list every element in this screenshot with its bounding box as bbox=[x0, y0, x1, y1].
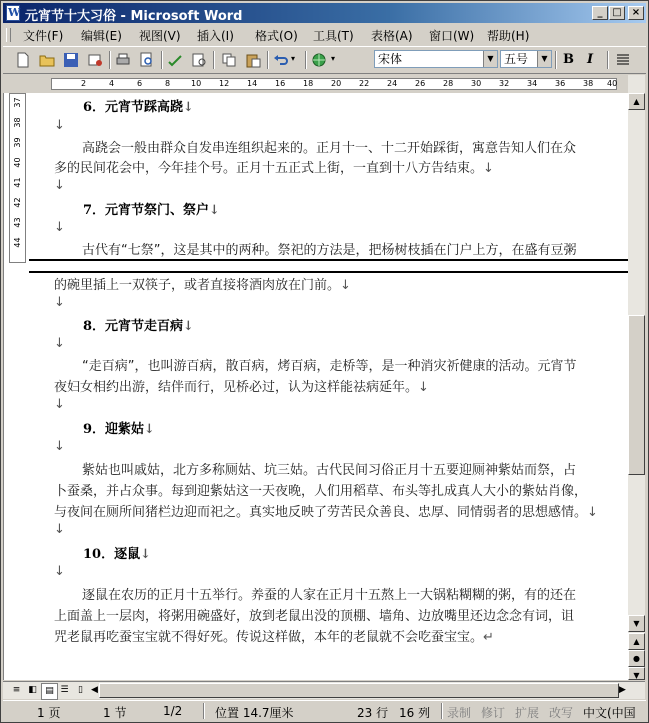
permission-icon[interactable] bbox=[87, 52, 103, 68]
ruler-tick: 18 bbox=[303, 79, 314, 88]
bold-button[interactable]: B bbox=[563, 52, 574, 67]
status-trk[interactable]: 修订 bbox=[481, 706, 506, 720]
undo-icon[interactable] bbox=[273, 52, 289, 68]
menu-edit[interactable]: 编辑(E) bbox=[81, 29, 122, 43]
ruler-tick: 22 bbox=[359, 79, 370, 88]
ruler-tick: 40 bbox=[607, 79, 618, 88]
toolbar-separator bbox=[109, 51, 111, 69]
body-line: 上面盖上一层肉，将粥用碗盛好，放到老鼠出没的顶棚、墙角、边放嘴里还边念念有词，诅 bbox=[54, 609, 575, 624]
blank-line: ↓ bbox=[54, 439, 65, 454]
font-size-value: 五号 bbox=[504, 52, 529, 66]
chevron-down-icon[interactable]: ▼ bbox=[537, 51, 551, 67]
title-bar[interactable] bbox=[3, 3, 646, 23]
body-line: 卜蚕桑，并占众事。每到迎紫姑这一天夜晚，人们用稻草、布头等扎成真人大小的紫姑肖像， bbox=[54, 484, 588, 499]
body-line: 高跷会一般由群众自发串连组织起来的。正月十一、十二开始踩街，寓意告知人们在众 bbox=[82, 141, 577, 156]
vruler-tick: 37 bbox=[13, 97, 22, 108]
heading-7: 7．元宵节祭门、祭户↓ bbox=[83, 203, 220, 218]
vruler-tick: 42 bbox=[13, 197, 22, 208]
toolbar-separator bbox=[161, 51, 163, 69]
font-name-combo[interactable] bbox=[374, 50, 498, 68]
vruler-tick: 43 bbox=[13, 217, 22, 228]
horizontal-scrollbar[interactable] bbox=[3, 681, 645, 699]
research-icon[interactable] bbox=[191, 52, 207, 68]
ruler-tick: 28 bbox=[443, 79, 454, 88]
minimize-button[interactable]: _ bbox=[592, 6, 608, 20]
status-ext[interactable]: 扩展 bbox=[515, 706, 540, 720]
status-section[interactable]: 1 节 bbox=[103, 706, 127, 720]
copy-icon[interactable] bbox=[221, 52, 237, 68]
horizontal-ruler[interactable] bbox=[29, 75, 629, 93]
vertical-scroll-thumb[interactable] bbox=[628, 315, 645, 475]
status-column[interactable]: 16 列 bbox=[399, 706, 431, 720]
print-icon[interactable] bbox=[115, 52, 131, 68]
menubar-grip[interactable] bbox=[6, 28, 11, 42]
ruler-tick: 4 bbox=[109, 79, 115, 88]
heading-6: 6．元宵节踩高跷↓ bbox=[83, 100, 194, 115]
body-line: 多的民间花会中，今年挂个号。正月十五正式上街，一直到十八方告结束。↓ bbox=[54, 161, 494, 176]
scroll-right-button[interactable]: ▶ bbox=[619, 685, 626, 695]
browse-object-button[interactable]: ● bbox=[628, 650, 645, 667]
vruler-tick: 38 bbox=[13, 117, 22, 128]
open-folder-icon[interactable] bbox=[39, 52, 55, 68]
toolbar-separator bbox=[555, 51, 557, 69]
close-button[interactable]: × bbox=[628, 6, 644, 20]
font-name-value: 宋体 bbox=[378, 52, 403, 66]
maximize-button[interactable]: □ bbox=[609, 6, 625, 20]
ruler-tick: 26 bbox=[415, 79, 426, 88]
menu-file[interactable]: 文件(F) bbox=[23, 29, 64, 43]
body-line: 咒老鼠再吃蚕宝宝就不得好死。传说这样做，本年的老鼠就不会吃蚕宝宝。↵ bbox=[54, 630, 494, 645]
scroll-down-button[interactable]: ▼ bbox=[628, 615, 645, 632]
status-position[interactable]: 位置 14.7厘米 bbox=[215, 706, 294, 720]
heading-9: 9．迎紫姑↓ bbox=[83, 422, 155, 437]
body-line: 与夜间在厕所间猪栏边迎而祀之。真实地反映了劳苦民众善良、忠厚、同情弱者的思想感情。↓ bbox=[54, 505, 598, 520]
ruler-tick: 16 bbox=[275, 79, 286, 88]
normal-view-icon[interactable]: ≡ bbox=[12, 685, 21, 695]
vruler-tick: 40 bbox=[13, 157, 22, 168]
vruler-tick: 44 bbox=[13, 237, 22, 248]
ruler-tick: 20 bbox=[331, 79, 342, 88]
body-line: “走百病”，也叫游百病，散百病，烤百病，走桥等，是一种消灾祈健康的活动。元宵节 bbox=[82, 359, 577, 374]
font-size-combo[interactable] bbox=[500, 50, 552, 68]
vruler-tick: 39 bbox=[13, 137, 22, 148]
toolbar-separator bbox=[305, 51, 307, 69]
ruler-tick: 2 bbox=[81, 79, 87, 88]
window-title: 元宵节十大习俗 - Microsoft Word bbox=[25, 9, 243, 24]
blank-line: ↓ bbox=[54, 522, 65, 537]
menu-bar bbox=[3, 25, 646, 45]
ruler-tick: 34 bbox=[527, 79, 538, 88]
status-divider bbox=[441, 703, 443, 719]
menu-help[interactable]: 帮助(H) bbox=[487, 29, 530, 43]
chevron-down-icon[interactable]: ▼ bbox=[483, 51, 497, 67]
blank-line: ↓ bbox=[54, 220, 65, 235]
menu-view[interactable]: 视图(V) bbox=[139, 29, 181, 43]
blank-line: ↓ bbox=[54, 564, 65, 579]
toolbar-options-icon[interactable]: ▾ bbox=[331, 54, 336, 63]
heading-10: 10．逐鼠↓ bbox=[83, 547, 151, 562]
body-line: 夜妇女相约出游，结伴而行，见桥必过，认为这样能祛病延年。↓ bbox=[54, 380, 429, 395]
globe-icon[interactable] bbox=[311, 52, 327, 68]
paste-icon[interactable] bbox=[245, 52, 261, 68]
window-split-bar[interactable] bbox=[29, 259, 628, 273]
blank-line: ↓ bbox=[54, 295, 65, 310]
menu-tools[interactable]: 工具(T) bbox=[313, 29, 354, 43]
status-page-of[interactable]: 1/2 bbox=[163, 704, 183, 718]
italic-button[interactable]: I bbox=[587, 52, 594, 67]
menu-format[interactable]: 格式(O) bbox=[255, 29, 298, 43]
status-line[interactable]: 23 行 bbox=[357, 706, 389, 720]
status-language[interactable]: 中文(中国 bbox=[583, 706, 636, 720]
outline-view-icon[interactable]: ☰ bbox=[60, 685, 69, 695]
justify-icon[interactable] bbox=[615, 52, 631, 68]
reading-layout-icon[interactable]: ▯ bbox=[78, 685, 83, 695]
status-divider bbox=[203, 703, 205, 719]
scroll-left-button[interactable]: ◀ bbox=[91, 685, 98, 695]
menu-window[interactable]: 窗口(W) bbox=[429, 29, 475, 43]
body-line: 的碗里插上一双筷子，或者直接将酒肉放在门前。↓ bbox=[54, 278, 351, 293]
word-doc-icon[interactable] bbox=[6, 5, 20, 21]
blank-line: ↓ bbox=[54, 178, 65, 193]
ruler-tick: 6 bbox=[137, 79, 143, 88]
vruler-tick: 41 bbox=[13, 177, 22, 188]
scroll-up-button[interactable]: ▲ bbox=[628, 93, 645, 110]
save-icon[interactable] bbox=[63, 52, 79, 68]
ruler-tick: 32 bbox=[499, 79, 510, 88]
ruler-tick: 24 bbox=[387, 79, 398, 88]
vertical-scrollbar[interactable] bbox=[628, 75, 645, 680]
ruler-tick: 38 bbox=[583, 79, 594, 88]
status-bar bbox=[3, 700, 646, 721]
toolbar-separator bbox=[213, 51, 215, 69]
print-preview-icon[interactable] bbox=[139, 52, 155, 68]
body-line: 古代有“七祭”，这是其中的两种。祭祀的方法是，把杨树枝插在门户上方，在盛有豆粥 bbox=[82, 243, 577, 258]
vertical-ruler[interactable] bbox=[9, 93, 26, 263]
body-line: 紫姑也叫戚姑，北方多称厕姑、坑三姑。古代民间习俗正月十五要迎厕神紫姑而祭，占 bbox=[82, 463, 577, 478]
body-line: 逐鼠在农历的正月十五举行。养蚕的人家在正月十五熬上一大锅粘糊糊的粥，有的还在 bbox=[82, 588, 577, 603]
next-page-button[interactable]: ▼ bbox=[628, 667, 645, 680]
ruler-tick: 10 bbox=[191, 79, 202, 88]
heading-8: 8．元宵节走百病↓ bbox=[83, 319, 194, 334]
status-page[interactable]: 1 页 bbox=[37, 706, 61, 720]
previous-page-button[interactable]: ▲ bbox=[628, 633, 645, 650]
spelling-icon[interactable] bbox=[167, 52, 183, 68]
blank-line: ↓ bbox=[54, 397, 65, 412]
undo-dropdown-icon[interactable]: ▾ bbox=[291, 54, 296, 63]
blank-line: ↓ bbox=[54, 336, 65, 351]
horizontal-scroll-thumb[interactable] bbox=[99, 683, 619, 698]
ruler-tick: 36 bbox=[555, 79, 566, 88]
menu-table[interactable]: 表格(A) bbox=[371, 29, 413, 43]
ruler-tick: 12 bbox=[219, 79, 230, 88]
ruler-tick: 8 bbox=[165, 79, 171, 88]
new-document-icon[interactable] bbox=[15, 52, 31, 68]
toolbar-separator bbox=[267, 51, 269, 69]
ruler-tick: 30 bbox=[471, 79, 482, 88]
status-rec[interactable]: 录制 bbox=[447, 706, 472, 720]
standard-toolbar bbox=[3, 46, 646, 74]
print-layout-icon[interactable]: ▤ bbox=[41, 683, 58, 700]
status-ovr[interactable]: 改写 bbox=[549, 706, 574, 720]
ruler-tick: 14 bbox=[247, 79, 258, 88]
menu-insert[interactable]: 插入(I) bbox=[197, 29, 234, 43]
toolbar-separator bbox=[607, 51, 609, 69]
web-layout-icon[interactable]: ◧ bbox=[28, 685, 37, 695]
blank-line: ↓ bbox=[54, 118, 65, 133]
